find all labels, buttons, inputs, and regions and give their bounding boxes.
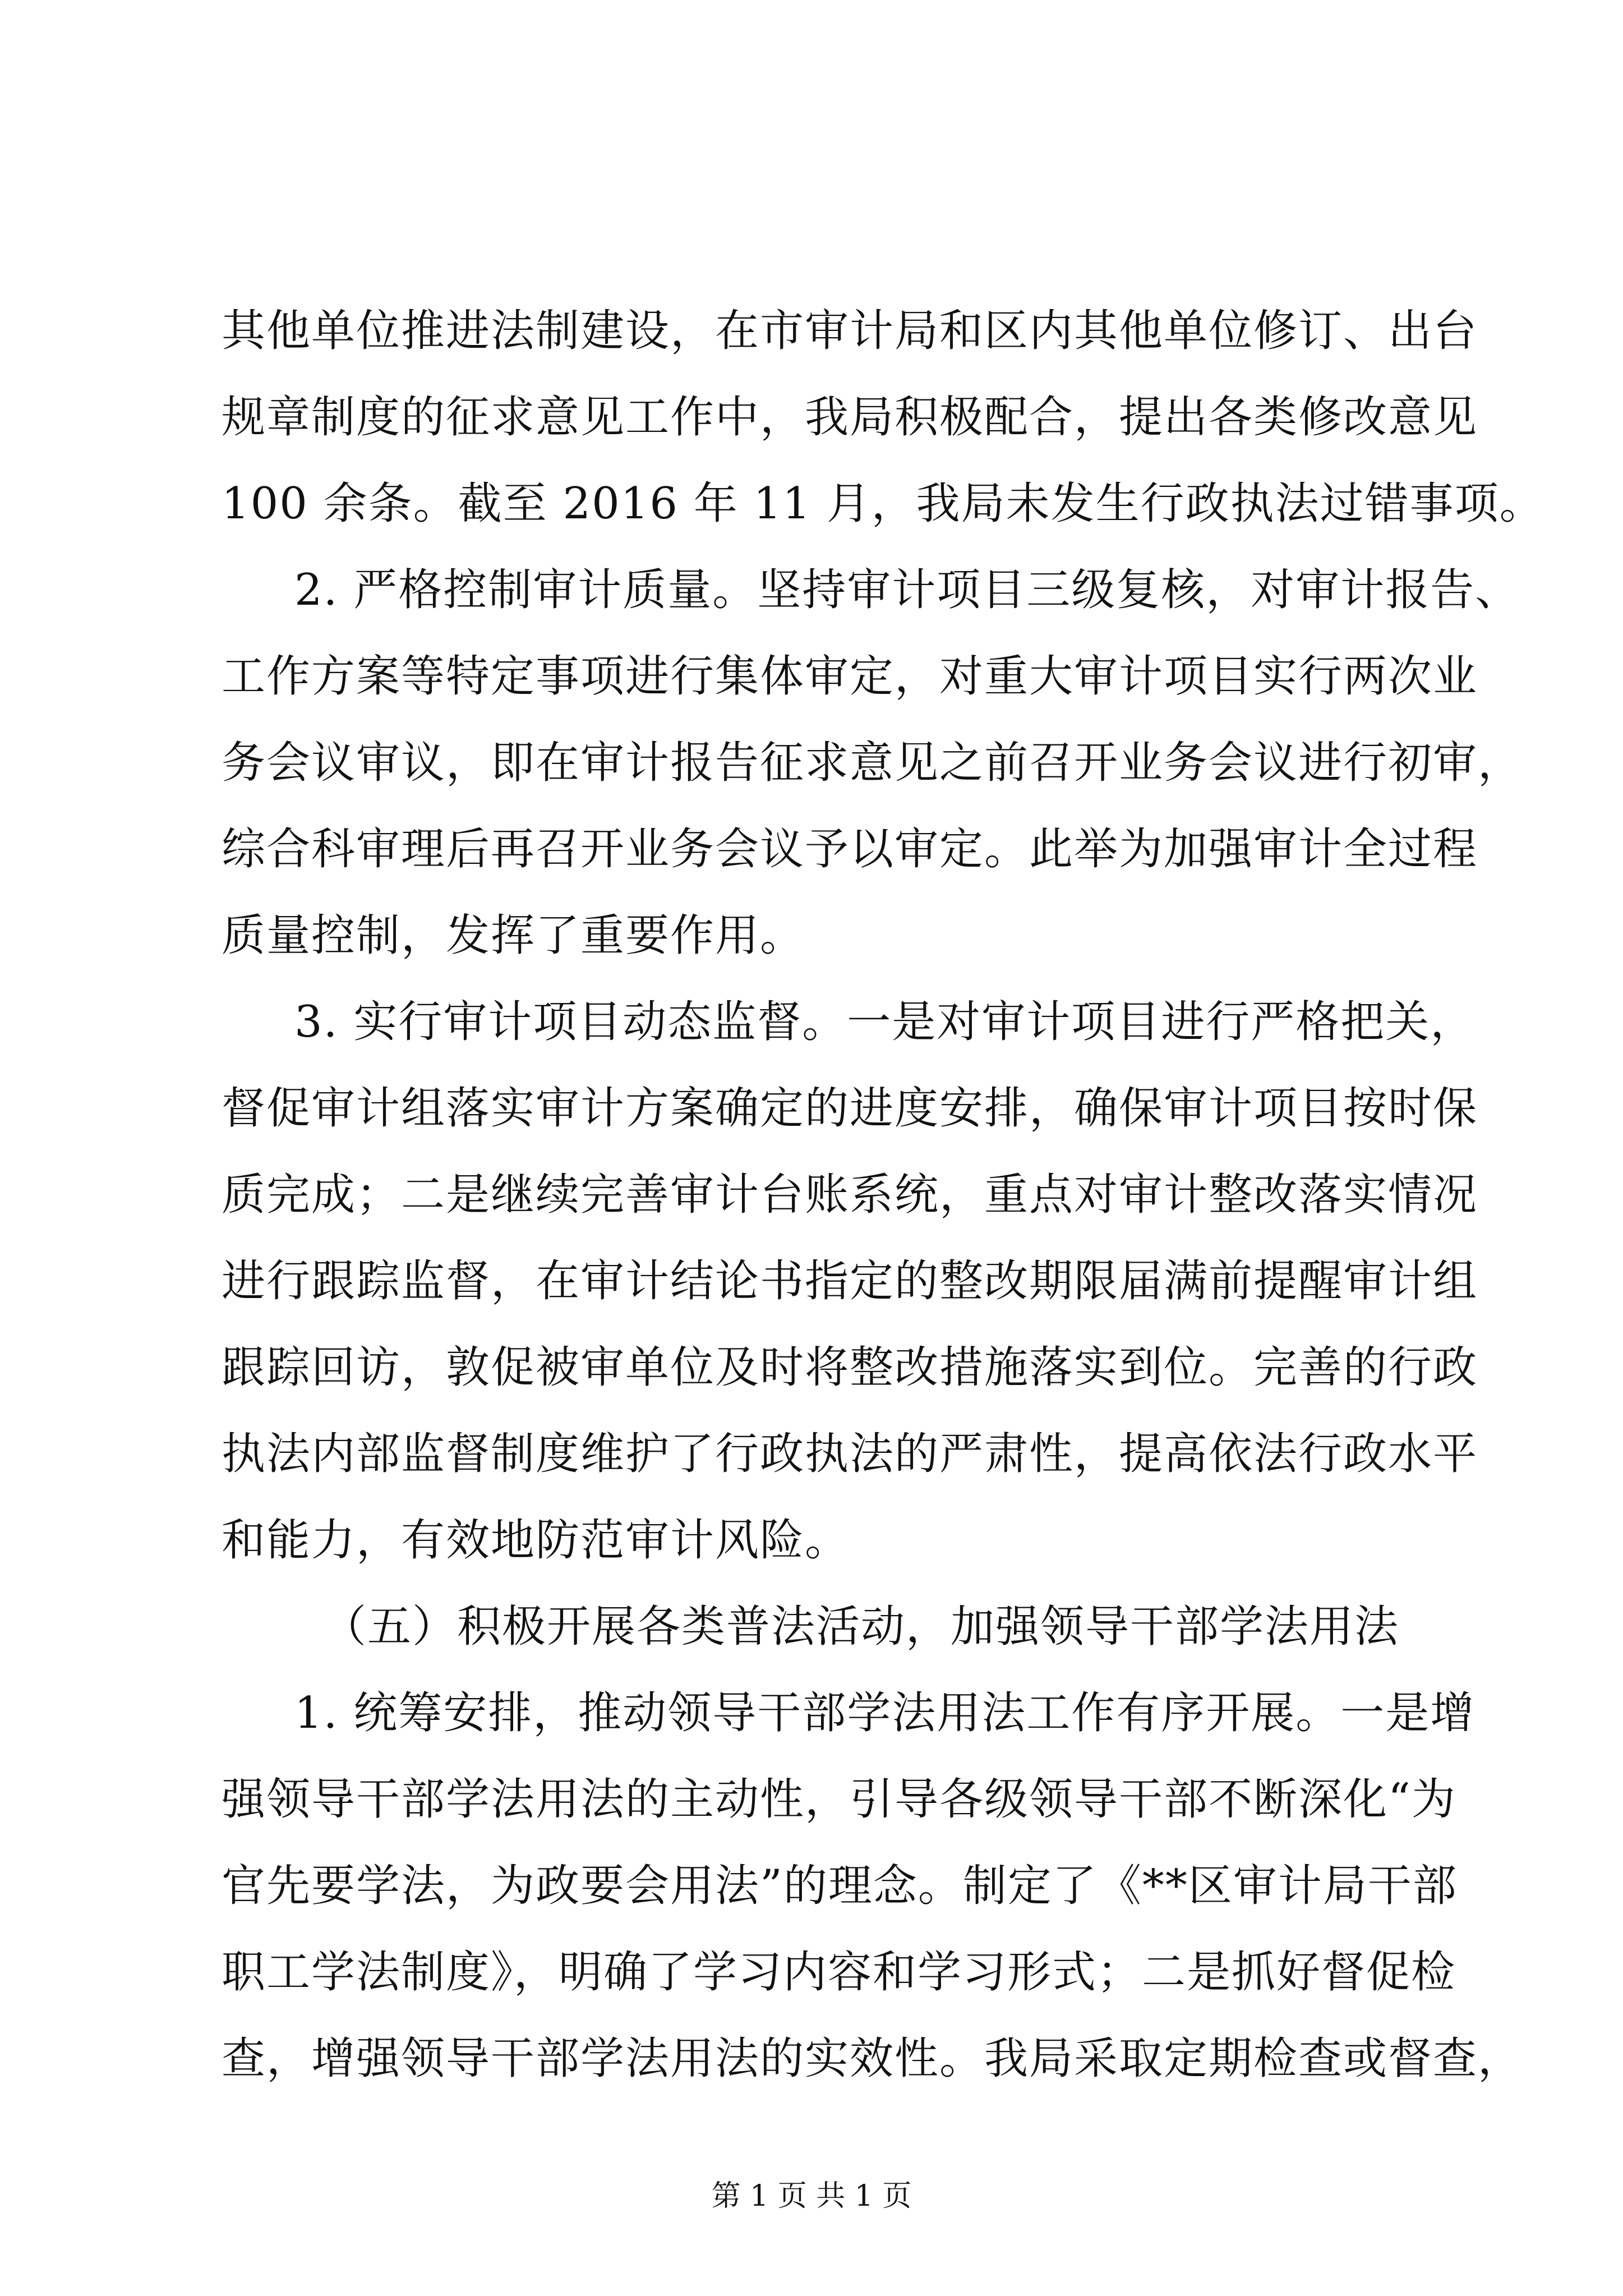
paragraph-line: 官先要学法，为政要会用法”的理念。制定了《**区审计局干部 [222, 1861, 1458, 1911]
paragraph-line: 务会议审议，即在审计报告征求意见之前召开业务会议进行初审， [222, 738, 1523, 788]
paragraph-line: 跟踪回访，敦促被审单位及时将整改措施落实到位。完善的行政 [222, 1342, 1478, 1393]
section-heading: （五）积极开展各类普法活动，加强领导干部学法用法 [322, 1602, 1400, 1652]
paragraph-line: 3. 实行审计项目动态监督。一是对审计项目进行严格把关， [294, 997, 1476, 1047]
paragraph-line: 和能力，有效地防范审计风险。 [222, 1515, 850, 1566]
paragraph-line: 进行跟踪监督，在审计结论书指定的整改期限届满前提醒审计组 [222, 1256, 1478, 1306]
paragraph-line: 1. 统筹安排，推动领导干部学法用法工作有序开展。一是增 [294, 1688, 1476, 1738]
paragraph-line: 查，增强领导干部学法用法的实效性。我局采取定期检查或督查， [222, 2033, 1523, 2084]
paragraph-line: 100 余条。截至 2016 年 11 月，我局未发生行政执法过错事项。 [222, 478, 1544, 529]
paragraph-line: 工作方案等特定事项进行集体审定，对重大审计项目实行两次业 [222, 651, 1478, 702]
paragraph-line: 执法内部监督制度维护了行政执法的严肃性，提高依法行政水平 [222, 1429, 1478, 1479]
paragraph-line: 质完成；二是继续完善审计台账系统，重点对审计整改落实情况 [222, 1170, 1478, 1220]
paragraph-line: 职工学法制度》，明确了学习内容和学习形式；二是抓好督促检 [222, 1947, 1456, 1998]
paragraph-line: 规章制度的征求意见工作中，我局积极配合，提出各类修改意见 [222, 392, 1478, 443]
paragraph-line: 质量控制，发挥了重要作用。 [222, 910, 805, 961]
paragraph-line: 强领导干部学法用法的主动性，引导各级领导干部不断深化“为 [222, 1774, 1456, 1825]
paragraph-line: 督促审计组落实审计方案确定的进度安排，确保审计项目按时保 [222, 1083, 1478, 1134]
page-footer: 第 1 页 共 1 页 [711, 2179, 912, 2213]
paragraph-line: 2. 严格控制审计质量。坚持审计项目三级复核，对审计报告、 [294, 565, 1520, 615]
paragraph-line: 综合科审理后再召开业务会议予以审定。此举为加强审计全过程 [222, 824, 1478, 875]
paragraph-line: 其他单位推进法制建设，在市审计局和区内其他单位修订、出台 [222, 306, 1478, 356]
